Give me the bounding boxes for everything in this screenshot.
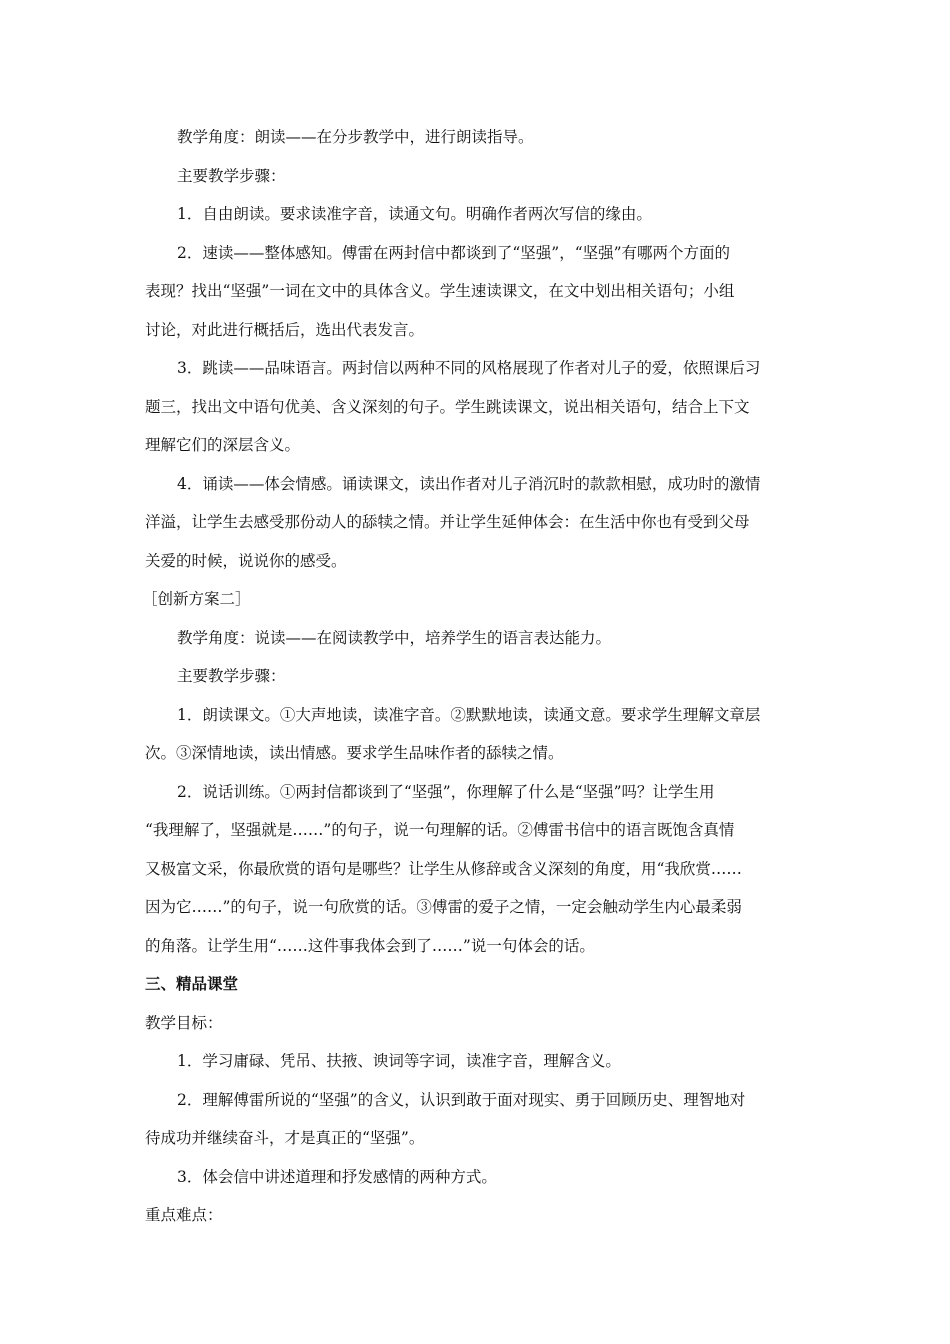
subheading-line: 重点难点：: [145, 1206, 223, 1224]
paragraph-line: 2．说话训练。①两封信都谈到了“坚强”，你理解了什么是“坚强”吗？让学生用: [177, 782, 715, 801]
paragraph-line: 1．朗读课文。①大声地读，读准字音。②默默地读，读通文意。要求学生理解文章层: [177, 705, 761, 724]
paragraph-line: 3．体会信中讲述道理和抒发感情的两种方式。: [177, 1167, 497, 1186]
paragraph-line: 1．自由朗读。要求读准字音，读通文句。明确作者两次写信的缘由。: [177, 205, 652, 223]
paragraph-line: 2．速读——整体感知。傅雷在两封信中都谈到了“坚强”，“坚强”有哪两个方面的: [177, 243, 731, 262]
paragraph-line: 又极富文采，你最欣赏的语句是哪些？让学生从修辞或含义深刻的角度，用“我欣赏……: [145, 859, 742, 878]
paragraph-line: 3．跳读——品味语言。两封信以两种不同的风格展现了作者对儿子的爱，依照课后习: [177, 359, 761, 377]
paragraph-line: 因为它……”的句子，说一句欣赏的话。③傅雷的爱子之情，一定会触动学生内心最柔弱: [145, 898, 742, 916]
paragraph-line: 理解它们的深层含义。: [145, 436, 301, 454]
paragraph-line: 题三，找出文中语句优美、含义深刻的句子。学生跳读课文，说出相关语句，结合上下文: [145, 397, 750, 416]
paragraph-line: 教学角度：说读——在阅读教学中，培养学生的语言表达能力。: [177, 628, 612, 647]
paragraph-line: 1．学习庸碌、凭吊、扶掖、谀词等字词，读准字音，理解含义。: [177, 1052, 621, 1070]
paragraph-line: 2．理解傅雷所说的“坚强”的含义，认识到敢于面对现实、勇于回顾历史、理智地对: [177, 1090, 746, 1109]
section-heading: 三、精品课堂: [145, 975, 239, 993]
paragraph-line: 次。③深情地读，读出情感。要求学生品味作者的舔犊之情。: [145, 744, 564, 762]
paragraph-line: 主要教学步骤：: [177, 166, 286, 185]
document-body: [142, 118, 810, 1235]
paragraph-line: “我理解了，坚强就是……”的句子，说一句理解的话。②傅雷书信中的语言既饱含真情: [145, 821, 735, 839]
paragraph-line: 讨论，对此进行概括后，选出代表发言。: [145, 320, 425, 339]
paragraph-line: 洋溢，让学生去感受那份动人的舔犊之情。并让学生延伸体会：在生活中你也有受到父母: [145, 513, 750, 531]
paragraph-line: 4．诵读——体会情感。诵读课文，读出作者对儿子消沉时的款款相慰，成功时的激情: [177, 474, 761, 493]
subheading-line: 教学目标：: [145, 1013, 223, 1032]
paragraph-line: 的角落。让学生用“……这件事我体会到了……”说一句体会的话。: [145, 936, 595, 955]
paragraph-line: 关爱的时候，说说你的感受。: [145, 551, 347, 570]
paragraph-line: 主要教学步骤：: [177, 667, 286, 685]
section-label: ［创新方案二］: [142, 590, 251, 608]
paragraph-line: 待成功并继续奋斗，才是真正的“坚强”。: [145, 1129, 425, 1147]
paragraph-line: 教学角度：朗读——在分步教学中，进行朗读指导。: [177, 128, 534, 146]
paragraph-line: 表现？找出“坚强”一词在文中的具体含义。学生速读课文，在文中划出相关语句；小组: [145, 282, 735, 300]
